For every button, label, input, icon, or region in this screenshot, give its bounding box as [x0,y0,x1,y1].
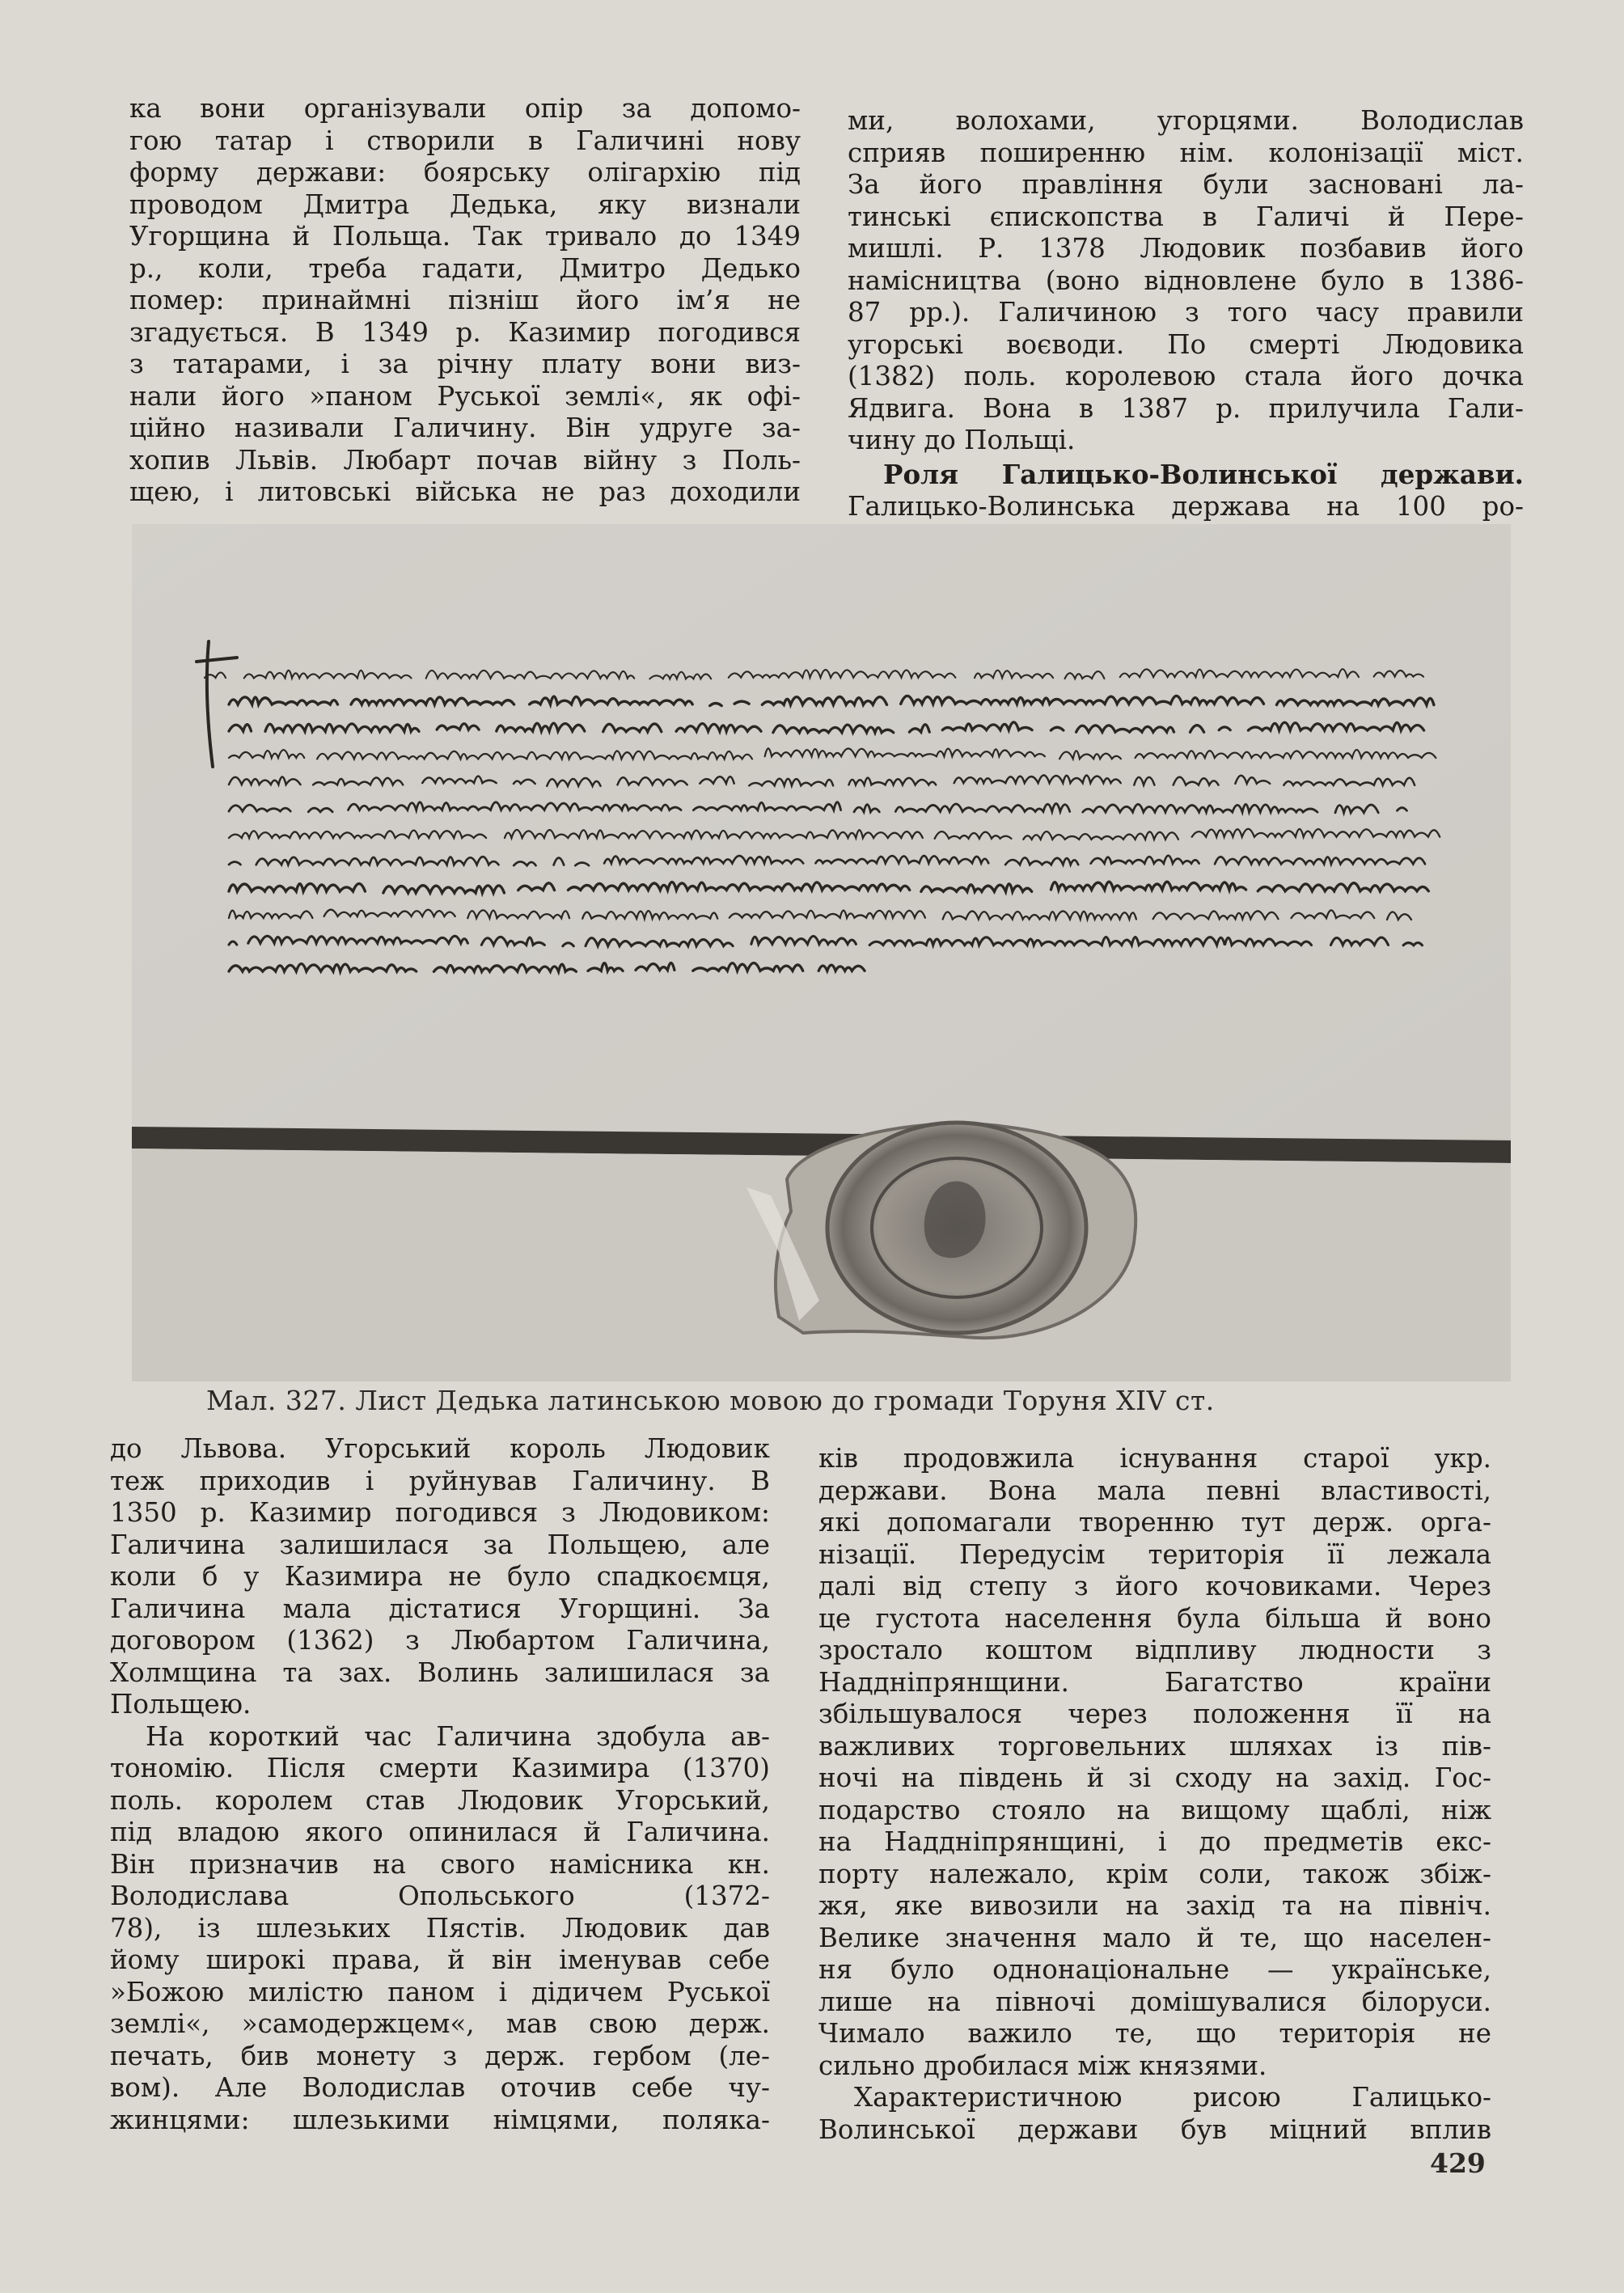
text-line: На короткий час Галичина здобула ав- [146,1720,770,1752]
text-line: які допомагали творенню тут держ. орга- [818,1507,1491,1538]
text-line: йому широкі права, й він іменував себе [110,1944,770,1975]
text-column-bottom-left [110,1433,770,2136]
text-line: договором (1362) з Любартом Галичина, [110,1625,770,1656]
text-line: форму держави: боярську олігархію під [129,157,801,188]
text-line: ційно називали Галичину. Він удруге за- [129,412,801,443]
text-line: важливих торговельних шляхах із пів- [818,1730,1491,1762]
text-line: проводом Дмитра Дедька, яку визнали [129,188,801,220]
text-line: Він призначив на свого намісника кн. [110,1848,770,1880]
text-line: згадується. В 1349 р. Казимир погодився [129,316,801,348]
text-line: під владою якого опинилася й Галичина. [110,1817,770,1847]
figure-caption: Мал. 327. Лист Дедька латинською мовою до громади Торуня XIV ст. [206,1385,1215,1416]
text-column-bottom-right [818,1443,1491,2146]
text-line: збільшувалося через положення її на [818,1699,1491,1729]
text-line: ми, волохами, угорцями. Володислав [848,105,1524,136]
text-line: чину до Польщі. [848,425,1076,455]
text-line: щею, і литовські війська не раз доходили [129,476,801,507]
text-line: 78), із шлезьких Пястів. Людовик дав [110,1912,770,1944]
text-line: порту належало, крім соли, також збіж- [818,1858,1491,1889]
text-line: 87 рр.). Галичиною з того часу правили [848,297,1524,328]
text-line: Угорщина й Польща. Так тривало до 1349 [129,221,801,252]
text-line: намісництва (воно відновлене було в 1386- [848,264,1524,296]
text-line: ня було однонаціональне — українське, [818,1954,1491,1985]
text-line: ка вони організували опір за допомо- [129,93,801,124]
manuscript-photo [132,524,1511,1381]
text-line: Наддніпрянщини. Багатство країни [818,1666,1491,1698]
text-line: тинські єпископства в Галичі й Пере- [848,201,1524,232]
text-line: лише на півночі домішувалися білоруси. [818,1986,1491,2017]
text-line: Чимало важило те, що територія не [818,2018,1491,2049]
text-line: поль. королем став Людовик Угорський, [110,1784,770,1816]
section-paragraph [848,459,1524,492]
text-line: це густота населення була більша й воно [818,1602,1491,1634]
text-line: сильно дробилася між князями. [818,2050,1267,2081]
text-line: Велике значення мало й те, що населен- [818,1922,1491,1953]
text-line: з татарами, і за річну плату вони виз- [129,349,801,379]
text-line: держави. Вона мала певні властивості, [818,1474,1491,1506]
text-line: Ядвига. Вона в 1387 р. прилучила Гали- [848,392,1524,424]
text-line: ночі на південь й зі сходу на захід. Гос- [818,1762,1491,1793]
text-column-top-right [848,105,1524,523]
text-line: р., коли, треба гадати, Дмитро Дедько [129,252,801,284]
text-line: мишлі. Р. 1378 Людовик позбавив його [848,233,1524,264]
text-line: нали його »паном Руської землі«, як офі- [129,380,801,412]
text-line: вом). Але Володислав оточив себе чу- [110,2072,770,2103]
text-line: 1350 р. Казимир погодився з Людовиком: [110,1497,770,1528]
text-line: подарство стояло на вищому щаблі, ніж [818,1794,1491,1826]
text-line: жя, яке вивозили на захід та на північ. [818,1890,1491,1921]
text-line: сприяв поширенню нім. колонізації міст. [848,137,1524,168]
text-line: Галицько-Волинська держава на 100 ро- [848,491,1524,522]
text-column-top-left [129,93,801,509]
text-line: Волинської держави був міцний вплив [818,2113,1491,2145]
text-line: далі від степу з його кочовиками. Через [818,1571,1491,1601]
text-line: теж приходив і руйнував Галичину. В [110,1465,770,1496]
text-line: хопив Львів. Любарт почав війну з Поль- [129,444,801,476]
text-line: Холмщина та зах. Волинь залишилася за [110,1656,770,1688]
text-line: зростало коштом відпливу людности з [818,1635,1491,1665]
text-line: Характеристичною рисою Галицько- [854,2082,1491,2113]
section-heading: Роля Галицько-Волинської держави. [883,458,1524,490]
text-line: землі«, »самодержцем«, мав свою держ. [110,2008,770,2039]
text-line: на Наддніпрянщині, і до предметів екс- [818,1826,1491,1857]
text-line: Галичина залишилася за Польщею, але [110,1529,770,1560]
text-line: угорські воєводи. По смерті Людовика [848,328,1524,360]
text-line: тономію. Після смерти Казимира (1370) [110,1753,770,1783]
text-line: гою татар і створили в Галичині нову [129,125,801,156]
text-line: ків продовжила існування старої укр. [818,1443,1491,1474]
manuscript-illustration [132,524,1511,1381]
text-line: жинцями: шлезькими німцями, поляка- [110,2104,770,2135]
text-line: до Львова. Угорський король Людовик [110,1433,770,1464]
text-line: Володислава Опольського (1372- [110,1881,770,1911]
text-line: печать, бив монету з держ. гербом (ле- [110,2040,770,2071]
text-line: За його правління були засновані ла- [848,169,1524,200]
page-number: 429 [1430,2147,1486,2179]
text-line: (1382) поль. королевою стала його дочка [848,361,1524,391]
text-line: Польщею. [110,1689,252,1720]
text-line: Галичина мала дістатися Угорщині. За [110,1593,770,1624]
text-line: помер: принаймні пізніш його ім’я не [129,285,801,315]
text-line: коли б у Казимира не було спадкоємця, [110,1561,770,1592]
text-line: »Божою милістю паном і дідичем Руської [110,1976,770,2007]
text-line: нізації. Передусім територія її лежала [818,1538,1491,1570]
